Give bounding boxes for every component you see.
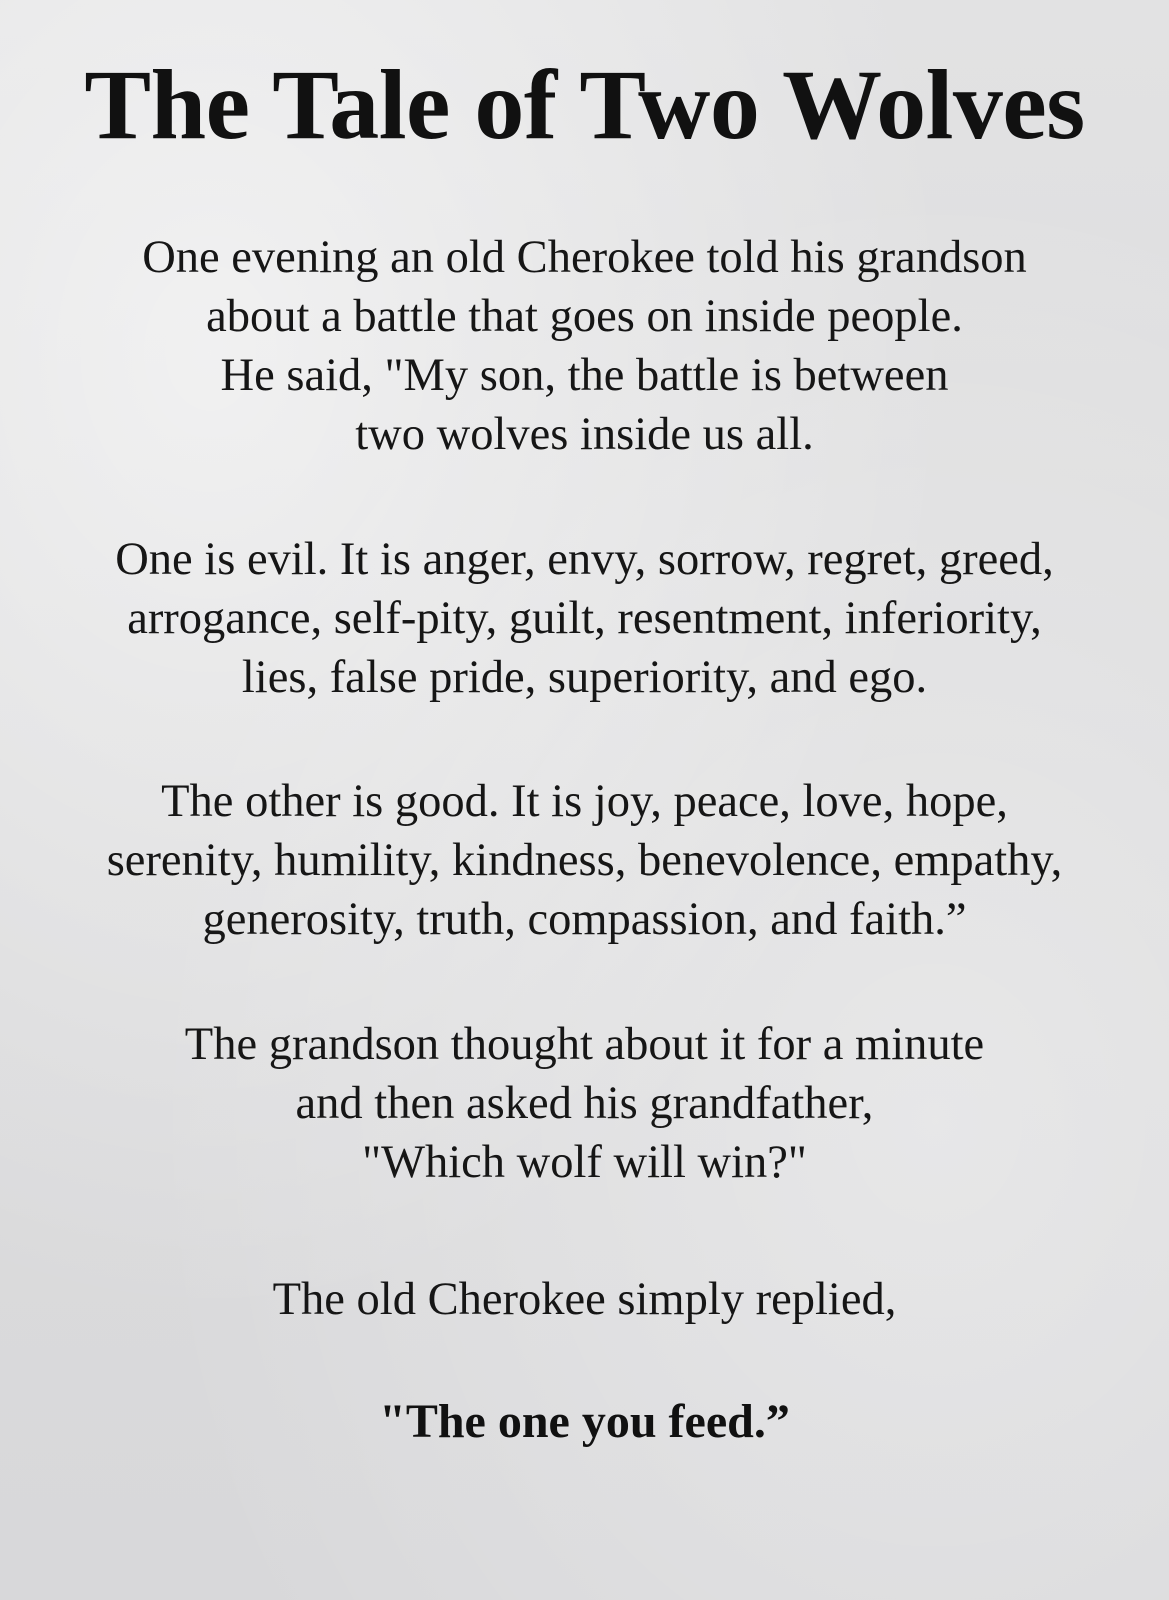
stanza-reply-intro <box>0 1270 1169 1329</box>
stanza-line: One is evil. It is anger, envy, sorrow, regret, greed, <box>115 534 1054 585</box>
stanza-line: serenity, humility, kindness, benevolence, empathy, <box>106 835 1063 886</box>
stanza-line: lies, false pride, superiority, and ego. <box>241 652 928 703</box>
stanza-question <box>0 1015 1169 1192</box>
stanza-line: arrogance, self-pity, guilt, resentment, inferiority, <box>127 593 1042 644</box>
stanza-good-wolf <box>0 772 1169 949</box>
stanza-line: two wolves inside us all. <box>355 409 814 460</box>
final-answer: "The one you feed.” <box>379 1395 790 1448</box>
stanza-line: The old Cherokee simply replied, <box>272 1274 897 1325</box>
stanza-evil-wolf <box>0 530 1169 707</box>
poster-title: The Tale of Two Wolves <box>84 49 1085 160</box>
stanza-line: He said, "My son, the battle is between <box>220 350 949 401</box>
stanza-line: generosity, truth, compassion, and faith.” <box>202 894 967 945</box>
stanza-line: about a battle that goes on inside people. <box>206 291 963 342</box>
stanza-line: One evening an old Cherokee told his grandson <box>142 232 1027 283</box>
stanza-line: The other is good. It is joy, peace, love, hope, <box>161 776 1008 827</box>
stanza-line: and then asked his grandfather, <box>295 1078 874 1129</box>
stanza-line: The grandson thought about it for a minute <box>184 1019 985 1070</box>
stanza-intro <box>0 228 1169 464</box>
stanza-line: "Which wolf will win?" <box>362 1137 807 1188</box>
